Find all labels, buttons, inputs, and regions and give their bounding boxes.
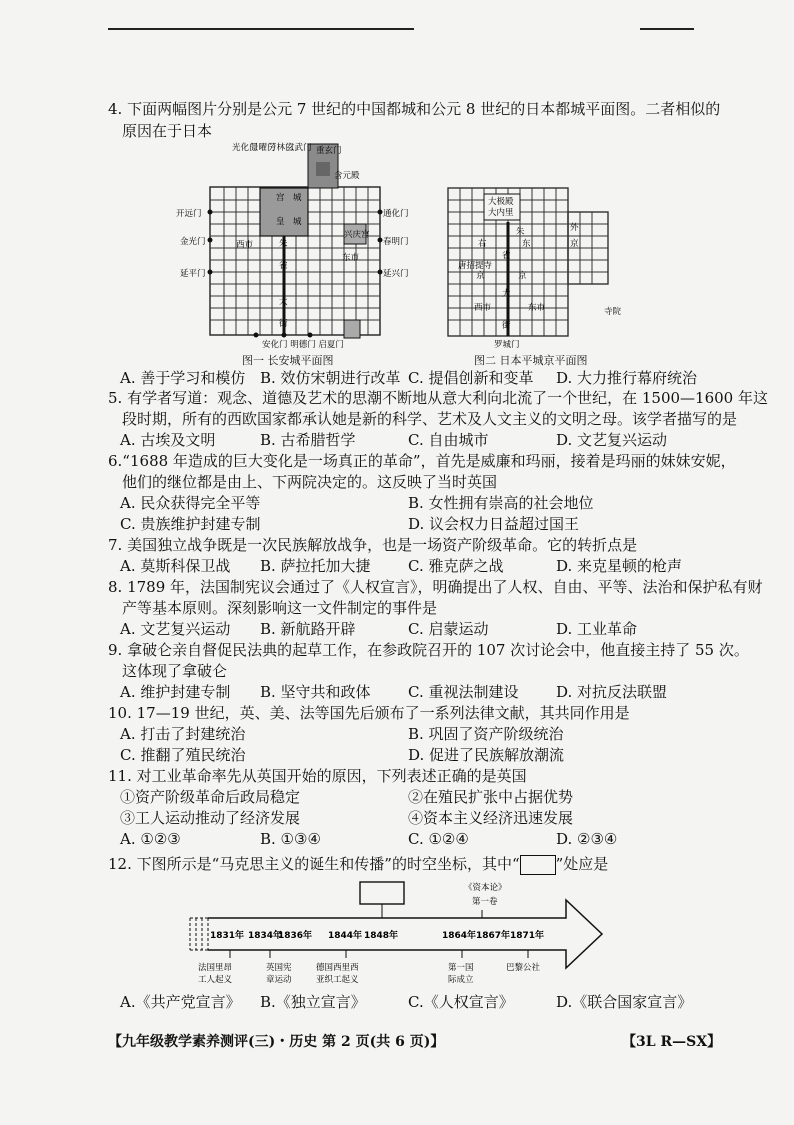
question-4-line2: 原因在于日本	[122, 122, 213, 140]
map2-label-jing3: 京	[570, 239, 579, 249]
q8-option-d: D. 工业革命	[556, 620, 638, 638]
map2-label-dong: 东	[522, 239, 531, 249]
map1-label-gong: 宫	[276, 193, 285, 203]
q4-option-b: B. 效仿宋朝进行改革	[260, 369, 401, 387]
q12-option-b: B.《独立宣言》	[260, 993, 366, 1011]
map2-label-neili: 大内里	[488, 208, 514, 218]
event-silesia-1: 德国西里西	[316, 963, 359, 973]
q10-option-c: C. 推翻了殖民统治	[120, 746, 246, 764]
question-8-line1: 8. 1789 年，法国制宪议会通过了《人权宣言》，明确提出了人权、自由、平等、法治和保护私有财	[108, 578, 763, 596]
map1-label-guanghua: 光化门	[232, 143, 258, 153]
year-1864: 1864年	[442, 931, 477, 941]
year-1844: 1844年	[328, 931, 363, 941]
event-lyon-1: 法国里昂	[198, 963, 233, 973]
map1-label-xuanxuanmen: 重玄门	[316, 146, 342, 156]
q5-option-c: C. 自由城市	[408, 431, 489, 449]
q6-option-b: B. 女性拥有崇高的社会地位	[408, 494, 594, 512]
q9-option-d: D. 对抗反法联盟	[556, 683, 668, 701]
q12-stem-pre: 12. 下图所示是“马克思主义的诞生和传播”的时空坐标，其中“	[108, 855, 520, 873]
map1-label-xishi: 西市	[236, 240, 254, 250]
map2-label-you: 右	[478, 239, 487, 249]
map2-label-wai: 外	[570, 223, 579, 233]
map1-label-yanpingmen: 延平门	[180, 269, 206, 279]
q5-option-b: B. 古希腊哲学	[260, 431, 356, 449]
figure1-caption: 图一 长安城平面图	[242, 354, 334, 367]
footer-exam-info: 【九年级教学素养测评(三)・历史 第 2 页(共 6 页)】	[108, 1034, 445, 1050]
map1-label-fanglin: 芳林门	[268, 143, 294, 153]
map1-label-que: 雀	[279, 261, 288, 271]
map2-label-da: 大	[502, 289, 511, 299]
header-rule	[108, 28, 414, 30]
map1-label-cheng2: 城	[293, 217, 302, 227]
map1-label-southgates: 安化门 明德门 启夏门	[262, 340, 344, 348]
q5-option-a: A. 古埃及文明	[120, 431, 216, 449]
map2-label-xishi: 西市	[474, 303, 492, 313]
q12-option-c: C.《人权宣言》	[408, 993, 514, 1011]
q12-option-d: D.《联合国家宣言》	[556, 993, 693, 1011]
figure2-caption: 图二 日本平城京平面图	[474, 354, 588, 367]
map1-label-hanyuandian: 含元殿	[334, 171, 360, 181]
q4-option-d: D. 大力推行幕府统治	[556, 369, 698, 387]
map1-label-da: 大	[279, 297, 288, 307]
map1-label-chunmingmen: 春明门	[383, 237, 409, 247]
q11-statement-2: ②在殖民扩张中占据优势	[408, 788, 574, 806]
map1-label-jie: 街	[279, 319, 288, 329]
q6-option-a: A. 民众获得完全平等	[120, 494, 261, 512]
map2-label-dongshi: 东市	[528, 303, 546, 313]
q7-option-b: B. 萨拉托加大捷	[260, 557, 371, 575]
map2-label-temple: 寺院	[604, 307, 622, 317]
q8-option-a: A. 文艺复兴运动	[120, 620, 231, 638]
question-12-line1	[108, 853, 608, 875]
q7-option-c: C. 雅克萨之战	[408, 557, 504, 575]
map2-label-zhu: 朱	[516, 227, 525, 237]
year-1836: 1836年	[278, 931, 313, 941]
q12-blank-box	[520, 855, 556, 875]
q9-option-c: C. 重视法制建设	[408, 683, 519, 701]
map1-label-jingyao: 景曜门	[250, 143, 276, 153]
q11-statement-3: ③工人运动推动了经济发展	[120, 809, 301, 827]
q4-option-a: A. 善于学习和模仿	[120, 369, 246, 387]
map2-label-jing: 京	[476, 271, 485, 281]
q11-statement-1: ①资产阶级革命后政局稳定	[120, 788, 301, 806]
question-9-line2: 这体现了拿破仑	[122, 662, 228, 680]
question-4-line1: 4. 下面两幅图片分别是公元 7 世纪的中国都城和公元 8 世纪的日本都城平面图。二者相似的	[108, 100, 721, 118]
year-1867: 1867年	[476, 931, 511, 941]
footer-code: 【3L R—SX】	[622, 1034, 722, 1050]
map1-label-kaiyuanmen: 开远门	[176, 209, 202, 219]
event-silesia-2: 亚织工起义	[316, 975, 359, 985]
q12-stem-post: ”处应是	[555, 855, 609, 873]
q5-option-d: D. 文艺复兴运动	[556, 431, 668, 449]
question-6-line1: 6.“1688 年造成的巨大变化是一场真正的革命”，首先是威廉和玛丽，接着是玛丽的妹妹安妮，	[108, 452, 736, 470]
event-first-intl-1: 第一国	[448, 963, 474, 973]
year-1871: 1871年	[510, 931, 545, 941]
heijokyo-map	[440, 182, 640, 350]
q9-option-b: B. 坚守共和政体	[260, 683, 371, 701]
q8-option-c: C. 启蒙运动	[408, 620, 489, 638]
map2-label-luochengmen: 罗城门	[494, 340, 520, 350]
map1-label-dongshi: 东市	[342, 253, 360, 263]
q6-option-d: D. 议会权力日益超过国王	[408, 515, 580, 533]
question-11-line1: 11. 对工业革命率先从英国开始的原因，下列表述正确的是英国	[108, 767, 527, 785]
question-6-line2: 他们的继位都是由上、下两院决定的。这反映了当时英国	[122, 473, 498, 491]
question-8-line2: 产等基本原则。深刻影响这一文件制定的事件是	[122, 599, 438, 617]
map2-label-dajidian: 大极殿	[488, 197, 514, 207]
q12-option-a: A.《共产党宣言》	[120, 993, 241, 1011]
q7-option-d: D. 来克星顿的枪声	[556, 557, 683, 575]
map1-label-zhu: 朱	[279, 239, 288, 249]
event-chartism-1: 英国宪	[266, 963, 292, 973]
question-5-line1: 5. 有学者写道：观念、道德及艺术的思潮不断地从意大利向北流了一个世纪，在 1500—1600 年这	[108, 389, 768, 407]
event-lyon-2: 工人起义	[198, 975, 233, 985]
map1-label-huang: 皇	[276, 217, 285, 227]
header-rule-right	[640, 28, 694, 30]
q11-option-d: D. ②③④	[556, 830, 618, 848]
q7-option-a: A. 莫斯科保卫战	[120, 557, 231, 575]
map1-label-jinguangmen: 金光门	[180, 237, 206, 247]
question-7-line1: 7. 美国独立战争既是一次民族解放战争，也是一场资产阶级革命。它的转折点是	[108, 536, 638, 554]
das-kapital-label: 《资本论》	[464, 883, 507, 893]
timeline-arrow	[186, 878, 606, 990]
year-1831: 1831年	[210, 931, 245, 941]
question-5-line2: 段时期，所有的西欧国家都承认她是新的科学、艺术及人文主义的文明之母。该学者描写的是	[122, 410, 738, 428]
question-9-line1: 9. 拿破仑亲自督促民法典的起草工作，在参政院召开的 107 次讨论会中，他直接主持了 55 次。	[108, 641, 749, 659]
map2-label-jie: 街	[502, 321, 511, 331]
map2-label-tangzhaoti: 唐招提寺	[458, 261, 493, 271]
map1-label-xingqinggong: 兴庆宫	[344, 230, 370, 240]
q11-statement-4: ④资本主义经济迅速发展	[408, 809, 574, 827]
q10-option-d: D. 促进了民族解放潮流	[408, 746, 565, 764]
map2-label-jing2: 京	[518, 271, 527, 281]
event-chartism-2: 章运动	[266, 975, 292, 985]
event-paris-commune: 巴黎公社	[506, 963, 541, 973]
map1-label-yanxingmen: 延兴门	[383, 269, 409, 279]
map1-label-xuanwu: 玄武门	[286, 143, 312, 153]
q9-option-a: A. 维护封建专制	[120, 683, 231, 701]
changan-map	[176, 140, 416, 348]
q8-option-b: B. 新航路开辟	[260, 620, 356, 638]
year-1848: 1848年	[364, 931, 399, 941]
q10-option-a: A. 打击了封建统治	[120, 725, 246, 743]
first-volume-label: 第一卷	[472, 897, 498, 907]
q11-option-c: C. ①②④	[408, 830, 469, 848]
q11-option-a: A. ①②③	[120, 830, 181, 848]
q11-option-b: B. ①③④	[260, 830, 321, 848]
event-first-intl-2: 际成立	[448, 975, 474, 985]
q6-option-c: C. 贵族维护封建专制	[120, 515, 261, 533]
question-10-line1: 10. 17—19 世纪，英、美、法等国先后颁布了一系列法律文献，其共同作用是	[108, 704, 630, 722]
q4-option-c: C. 提倡创新和变革	[408, 369, 534, 387]
map1-label-tonghuamen: 通化门	[383, 209, 409, 219]
q10-option-b: B. 巩固了资产阶级统治	[408, 725, 564, 743]
year-1834: 1834年	[248, 931, 283, 941]
map2-label-que: 雀	[502, 251, 511, 261]
map1-label-cheng: 城	[293, 193, 302, 203]
